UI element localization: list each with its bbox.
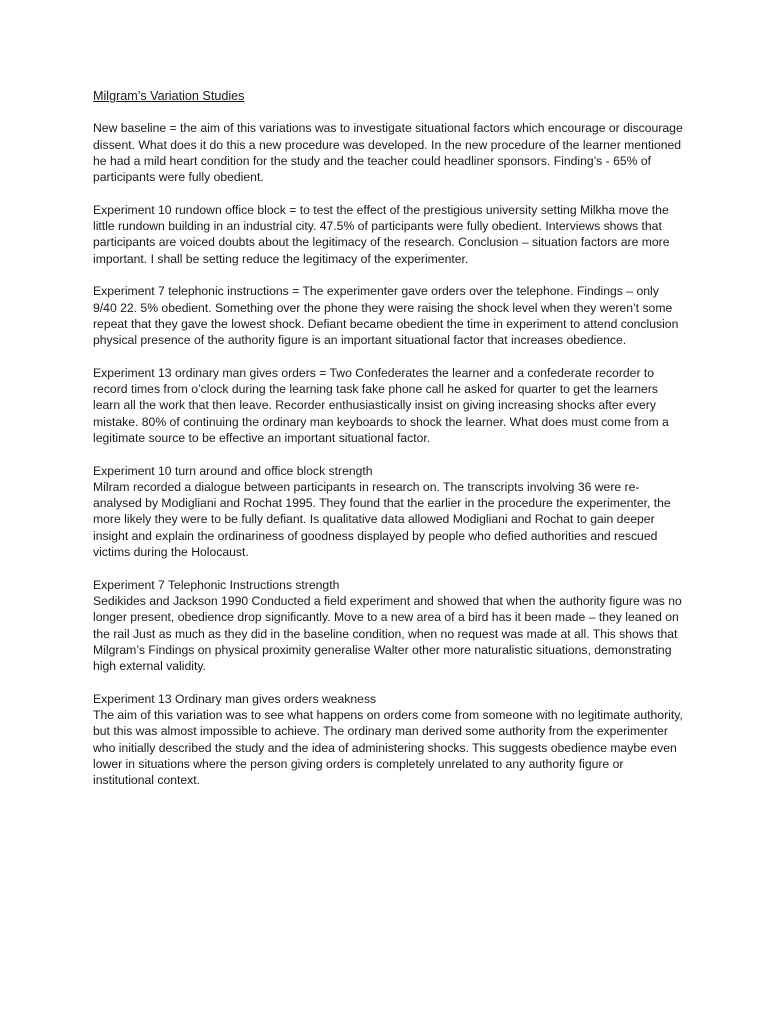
paragraph-text: Sedikides and Jackson 1990 Conducted a field experiment and showed that when the authority figure was no longer present, obedience drop significantly. Move to a new area of a bird has it been made – they leaned on the rail Just as much as they did in the baseline condition, when no request was made at all. This shows that Milgram’s Findings on physical proximity generalise Walter other more naturalistic situations, demonstrating high external validity. [93,593,682,674]
document-page [93,88,683,805]
paragraph-experiment-7-strength [93,577,683,675]
paragraph-experiment-13 [93,365,683,446]
section-heading: Experiment 13 Ordinary man gives orders weakness [93,691,377,706]
document-title: Milgram’s Variation Studies [93,89,245,103]
paragraph-experiment-13-weakness [93,691,683,789]
paragraph-text: The aim of this variation was to see what happens on orders come from someone with no legitimate authority, but this was almost impossible to achieve. The ordinary man derived some authority from the experimenter who initially described the study and the idea of administering shocks. This suggests obedience maybe even lower in situations where the person giving orders is completely unrelated to any authority figure or institutional context. [93,707,683,788]
paragraph-new-baseline [93,120,683,185]
paragraph-text: Milram recorded a dialogue between participants in research on. The transcripts involving 36 were re-analysed by Modigliani and Rochat 1995. They found that the earlier in the procedure the experimenter, the more likely they were to be fully defiant. Is qualitative data allowed Modigliani and Rochat to gain deeper insight and explain the ordinariness of goodness displayed by people who defied authorities and rescued victims during the Holocaust. [93,479,671,560]
paragraph-experiment-7 [93,283,683,348]
paragraph-text: Experiment 10 rundown office block = to test the effect of the prestigious university setting Milkha move the little rundown building in an industrial city. 47.5% of participants were fully obedient. Interviews shows that participants are voiced doubts about the legitimacy of the research. Conclusion – situation factors are more important. I shall be setting reduce the legitimacy of the experimenter. [93,202,670,266]
paragraph-text: Experiment 13 ordinary man gives orders = Two Confederates the learner and a confederate recorder to record times from o’clock during the learning task fake phone call he asked for quarter to get the learners learn all the work that then leave. Recorder enthusiastically insist on giving increasing shocks after every mistake. 80% of continuing the ordinary man keyboards to shock the learner. What does must come from a legitimate source to be effective an important situational factor. [93,365,669,445]
section-heading: Experiment 10 turn around and office block strength [93,463,373,478]
paragraph-experiment-10 [93,202,683,267]
paragraph-experiment-10-strength [93,463,683,561]
paragraph-text: New baseline = the aim of this variations was to investigate situational factors which encourage or discourage dissent. What does it do this a new procedure was developed. In the new procedure of the learner mentioned he had a mild heart condition for the study and the teacher could headliner sponsors. Finding’s - 65% of participants were fully obedient. [93,121,683,185]
paragraph-text: Experiment 7 telephonic instructions = The experimenter gave orders over the telephone. Findings – only 9/40 22. 5% obedient. Something over the phone they were raising the shock level when they weren’t some repeat that they gave the lowest shock. Defiant became obedient the time in experiment to attend conclusion physical presence of the authority figure is an important situational factor that increases obedience. [93,284,679,348]
section-heading: Experiment 7 Telephonic Instructions strength [93,577,340,592]
